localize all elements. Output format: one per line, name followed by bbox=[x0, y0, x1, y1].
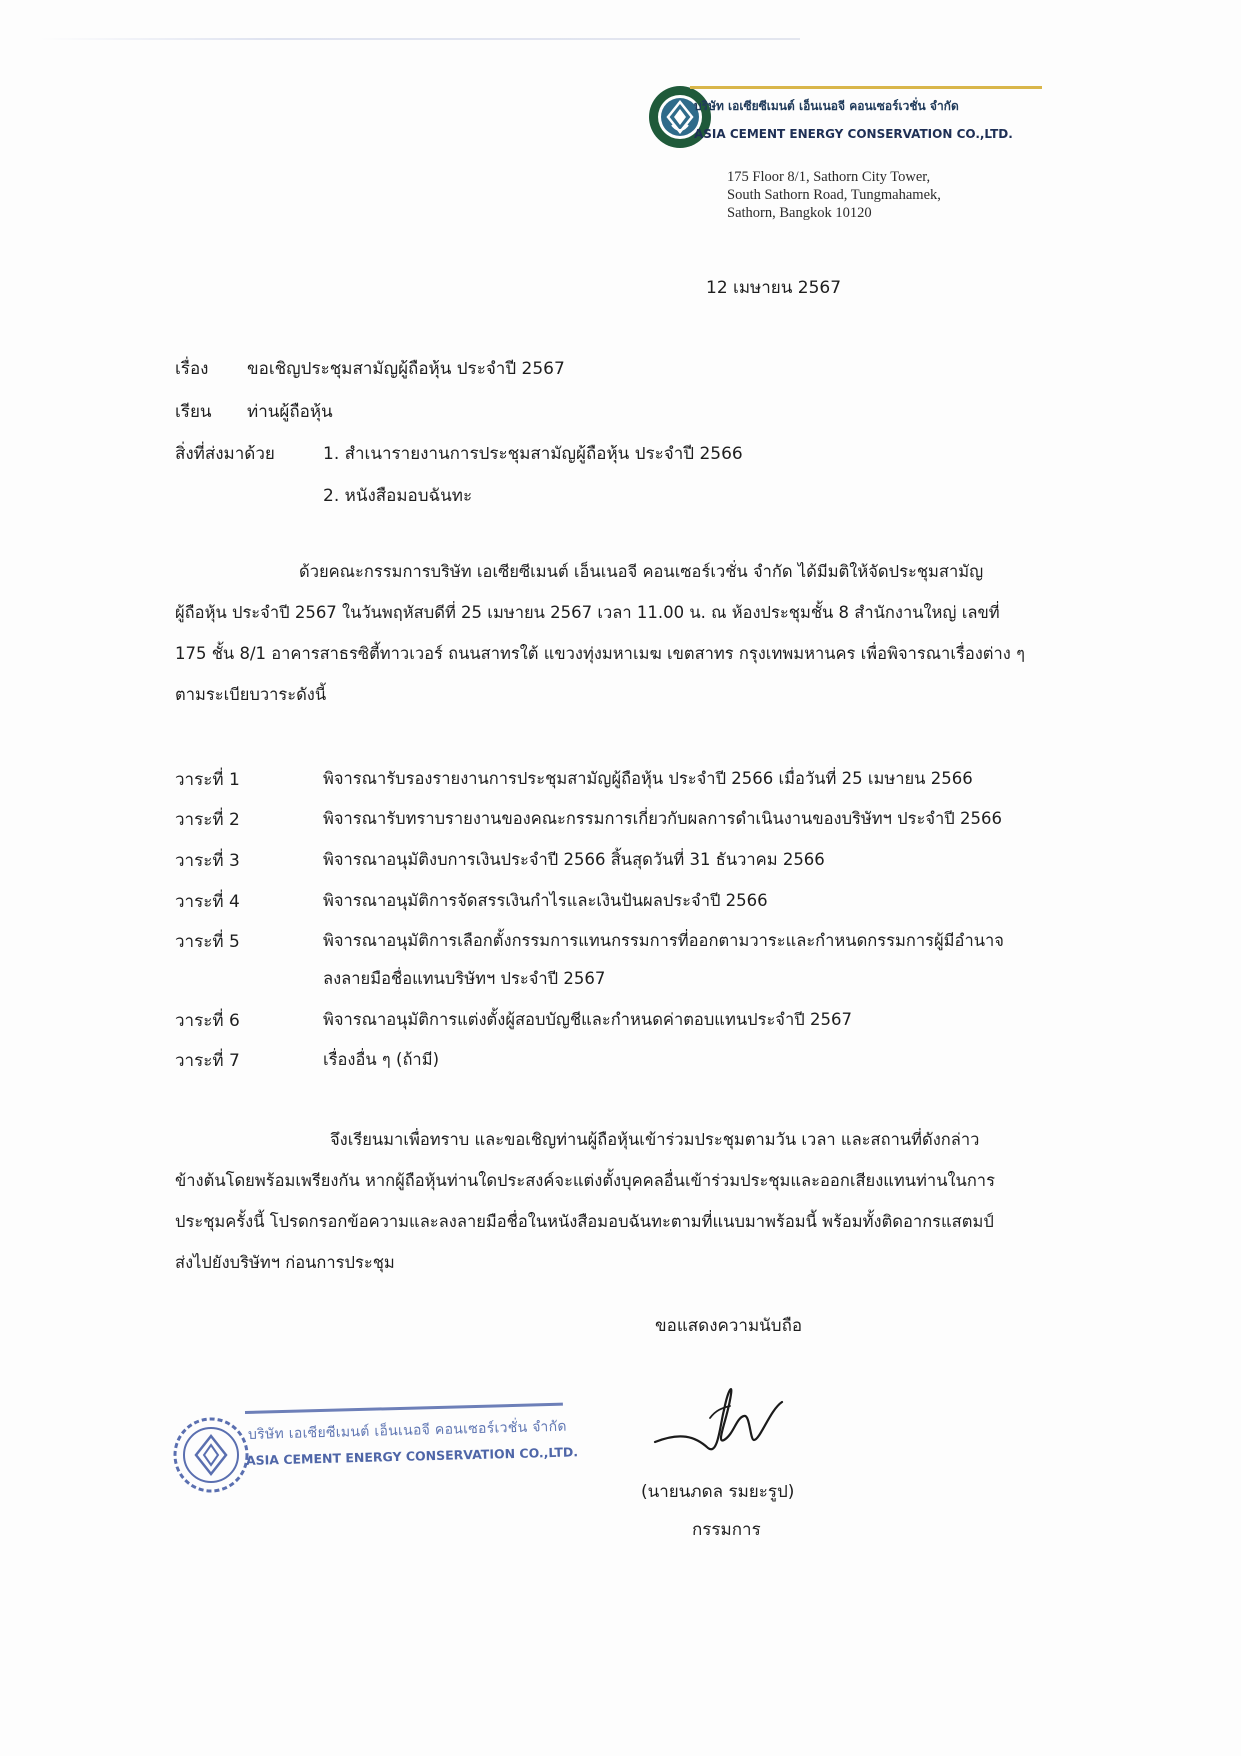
company-stamp bbox=[170, 1402, 579, 1502]
agenda-text: พิจารณารับทราบรายงานของคณะกรรมการเกี่ยวกับผลการดำเนินงานของบริษัทฯ ประจำปี 2566 bbox=[323, 809, 1003, 828]
agenda-text: พิจารณาอนุมัติงบการเงินประจำปี 2566 สิ้นสุดวันที่ 31 ธันวาคม 2566 bbox=[323, 850, 825, 869]
stamp-company-en: ASIA CEMENT ENERGY CONSERVATION CO.,LTD. bbox=[245, 1444, 579, 1468]
agenda-text: พิจารณาอนุมัติการจัดสรรเงินกำไรและเงินปันผลประจำปี 2566 bbox=[323, 891, 768, 910]
agenda-text: เรื่องอื่น ๆ (ถ้ามี) bbox=[323, 1050, 440, 1069]
agenda-number: วาระที่ 4 bbox=[175, 892, 240, 912]
address-line: South Sathorn Road, Tungmahamek, bbox=[727, 187, 941, 203]
agenda-number: วาระที่ 5 bbox=[175, 932, 240, 952]
signer-title: กรรมการ bbox=[692, 1520, 761, 1540]
letterhead-rule bbox=[690, 86, 1042, 89]
paragraph-line: ตามระเบียบวาระดังนี้ bbox=[175, 685, 327, 704]
subject-text: ขอเชิญประชุมสามัญผู้ถือหุ้น ประจำปี 2567 bbox=[247, 359, 565, 379]
signer-name: (นายนภดล รมยะรูป) bbox=[641, 1482, 795, 1502]
closing-paragraph bbox=[175, 1119, 1115, 1283]
stamp-logo-icon bbox=[170, 1414, 252, 1496]
paragraph-line: ผู้ถือหุ้น ประจำปี 2567 ในวันพฤหัสบดีที่ 25 เมษายน 2567 เวลา 11.00 น. ณ ห้องประชุมชั้น 8 สำนักงานใหญ่ เลขที่ bbox=[175, 603, 1000, 622]
enclosure-item: 2. หนังสือมอบฉันทะ bbox=[323, 486, 473, 506]
company-name-en: ASIA CEMENT ENERGY CONSERVATION CO.,LTD. bbox=[694, 127, 1013, 141]
paragraph-line: ส่งไปยังบริษัทฯ ก่อนการประชุม bbox=[175, 1253, 395, 1272]
agenda-text: ลงลายมือชื่อแทนบริษัทฯ ประจำปี 2567 bbox=[323, 969, 606, 988]
letter-date: 12 เมษายน 2567 bbox=[706, 278, 842, 298]
agenda-text: พิจารณารับรองรายงานการประชุมสามัญผู้ถือหุ้น ประจำปี 2566 เมื่อวันที่ 25 เมษายน 2566 bbox=[323, 769, 973, 788]
agenda-number: วาระที่ 1 bbox=[175, 770, 240, 790]
agenda-number: วาระที่ 2 bbox=[175, 810, 240, 830]
recipient-text: ท่านผู้ถือหุ้น bbox=[247, 402, 333, 422]
handwritten-signature bbox=[650, 1370, 800, 1470]
stamp-company-th: บริษัท เอเซียซีเมนต์ เอ็นเนอจี คอนเซอร์เวชั่น จำกัด bbox=[247, 1418, 567, 1443]
subject-label: เรื่อง bbox=[175, 359, 209, 379]
paragraph-line: ประชุมครั้งนี้ โปรดกรอกข้อความและลงลายมือชื่อในหนังสือมอบฉันทะตามที่แนบมาพร้อมนี้ พร้อมทั้งติดอากรแสตมป์ bbox=[175, 1212, 994, 1231]
intro-paragraph bbox=[175, 551, 1115, 715]
closing-salutation: ขอแสดงความนับถือ bbox=[655, 1316, 803, 1336]
agenda-number: วาระที่ 3 bbox=[175, 851, 240, 871]
enclosure-item: 1. สำเนารายงานการประชุมสามัญผู้ถือหุ้น ประจำปี 2566 bbox=[323, 444, 743, 464]
stamp-rule bbox=[245, 1403, 563, 1414]
paragraph-line: จึงเรียนมาเพื่อทราบ และขอเชิญท่านผู้ถือหุ้นเข้าร่วมประชุมตามวัน เวลา และสถานที่ดังกล่าว bbox=[330, 1130, 980, 1149]
enclosures-label: สิ่งที่ส่งมาด้วย bbox=[175, 444, 275, 464]
agenda-text: พิจารณาอนุมัติการเลือกตั้งกรรมการแทนกรรมการที่ออกตามวาระและกำหนดกรรมการผู้มีอำนาจ bbox=[323, 931, 1004, 950]
paragraph-line: ด้วยคณะกรรมการบริษัท เอเซียซีเมนต์ เอ็นเนอจี คอนเซอร์เวชั่น จำกัด ได้มีมติให้จัดประชุมสามัญ bbox=[299, 562, 984, 581]
scan-edge-line bbox=[40, 38, 800, 40]
agenda-text: พิจารณาอนุมัติการแต่งตั้งผู้สอบบัญชีและกำหนดค่าตอบแทนประจำปี 2567 bbox=[323, 1010, 852, 1029]
paragraph-line: ข้างต้นโดยพร้อมเพรียงกัน หากผู้ถือหุ้นท่านใดประสงค์จะแต่งตั้งบุคคลอื่นเข้าร่วมประชุมและออกเสียงแทนท่านในการ bbox=[175, 1171, 995, 1190]
company-name-th: บริษัท เอเซียซีเมนต์ เอ็นเนอจี คอนเซอร์เวชั่น จำกัด bbox=[694, 99, 959, 113]
paragraph-line: 175 ชั้น 8/1 อาคารสาธรซิตี้ทาวเวอร์ ถนนสาทรใต้ แขวงทุ่งมหาเมฆ เขตสาทร กรุงเทพมหานคร เพื่อพิจารณาเรื่องต่าง ๆ bbox=[175, 644, 1025, 663]
recipient-label: เรียน bbox=[175, 402, 212, 422]
address-line: Sathorn, Bangkok 10120 bbox=[727, 205, 872, 221]
company-address bbox=[727, 168, 941, 222]
agenda-number: วาระที่ 6 bbox=[175, 1011, 240, 1031]
address-line: 175 Floor 8/1, Sathorn City Tower, bbox=[727, 169, 931, 185]
agenda-number: วาระที่ 7 bbox=[175, 1051, 240, 1071]
